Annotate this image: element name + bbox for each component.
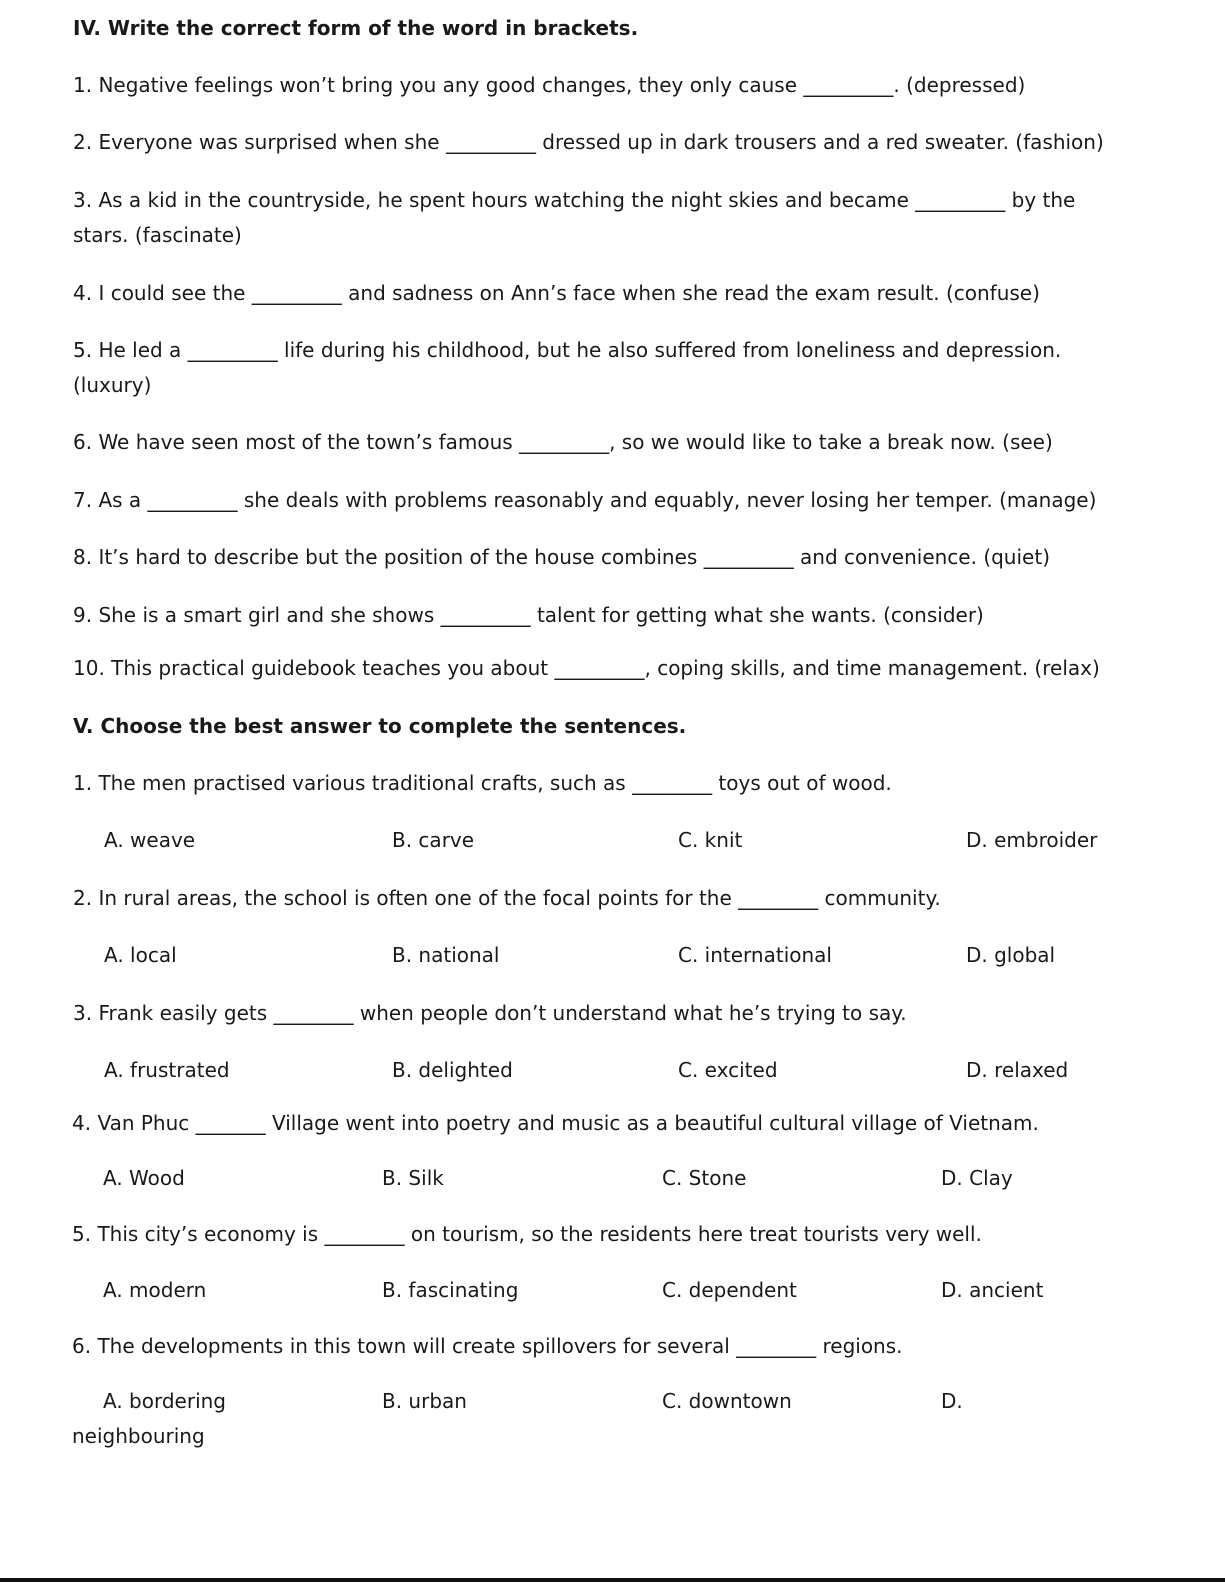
q6-option-d-continuation: neighbouring: [72, 1424, 205, 1448]
q4-option-b: B. Silk: [382, 1166, 444, 1190]
q6-option-b: B. urban: [382, 1389, 467, 1413]
q1-option-c: C. knit: [678, 828, 743, 852]
q5-option-a: A. modern: [103, 1278, 207, 1302]
q5-option-d: D. ancient: [941, 1278, 1044, 1302]
section-4-item-10: 10. This practical guidebook teaches you about _________, coping skills, and time management. (relax): [73, 656, 1100, 680]
section-4-item-3-cont: stars. (fascinate): [73, 223, 242, 247]
section-4-item-7: 7. As a _________ she deals with problems reasonably and equably, never losing her temper. (manage): [73, 488, 1097, 512]
section-5-question-2: 2. In rural areas, the school is often one of the focal points for the ________ community.: [73, 886, 941, 910]
section-5-question-1: 1. The men practised various traditional crafts, such as ________ toys out of wood.: [73, 771, 892, 795]
section-4-item-4: 4. I could see the _________ and sadness on Ann’s face when she read the exam result. (confuse): [73, 281, 1040, 305]
section-4-heading: IV. Write the correct form of the word in brackets.: [73, 16, 639, 40]
q4-option-d: D. Clay: [941, 1166, 1013, 1190]
section-5-question-5: 5. This city’s economy is ________ on tourism, so the residents here treat tourists very well.: [72, 1222, 982, 1246]
q1-option-b: B. carve: [392, 828, 475, 852]
page-bottom-rule: [0, 1578, 1225, 1582]
q6-option-d: D.: [941, 1389, 963, 1413]
q3-option-d: D. relaxed: [966, 1058, 1069, 1082]
q2-option-d: D. global: [966, 943, 1056, 967]
q3-option-c: C. excited: [678, 1058, 778, 1082]
section-5-question-3: 3. Frank easily gets ________ when people don’t understand what he’s trying to say.: [73, 1001, 907, 1025]
q1-option-a: A. weave: [104, 828, 196, 852]
section-4-item-6: 6. We have seen most of the town’s famous _________, so we would like to take a break now. (see): [73, 430, 1053, 454]
q3-option-a: A. frustrated: [104, 1058, 230, 1082]
section-4-item-2: 2. Everyone was surprised when she _________ dressed up in dark trousers and a red sweater. (fashion): [73, 130, 1104, 154]
q5-option-b: B. fascinating: [382, 1278, 519, 1302]
section-5-question-4: 4. Van Phuc _______ Village went into poetry and music as a beautiful cultural village of Vietnam.: [72, 1111, 1039, 1135]
q2-option-b: B. national: [392, 943, 500, 967]
q6-option-c: C. downtown: [662, 1389, 792, 1413]
section-4-item-5-cont: (luxury): [73, 373, 152, 397]
section-4-item-1: 1. Negative feelings won’t bring you any good changes, they only cause _________. (depressed): [73, 73, 1026, 97]
q3-option-b: B. delighted: [392, 1058, 513, 1082]
q4-option-c: C. Stone: [662, 1166, 747, 1190]
q4-option-a: A. Wood: [103, 1166, 185, 1190]
q5-option-c: C. dependent: [662, 1278, 797, 1302]
q6-option-a: A. bordering: [103, 1389, 226, 1413]
section-5-heading: V. Choose the best answer to complete the sentences.: [73, 714, 687, 738]
q2-option-a: A. local: [104, 943, 177, 967]
section-5-question-6: 6. The developments in this town will create spillovers for several ________ regions.: [72, 1334, 903, 1358]
section-4-item-9: 9. She is a smart girl and she shows _________ talent for getting what she wants. (consider): [73, 603, 984, 627]
section-4-item-5: 5. He led a _________ life during his childhood, but he also suffered from loneliness and depression.: [73, 338, 1062, 362]
section-4-item-3: 3. As a kid in the countryside, he spent hours watching the night skies and became _________ by the: [73, 188, 1076, 212]
q1-option-d: D. embroider: [966, 828, 1098, 852]
q2-option-c: C. international: [678, 943, 832, 967]
section-4-item-8: 8. It’s hard to describe but the position of the house combines _________ and convenience. (quiet): [73, 545, 1050, 569]
